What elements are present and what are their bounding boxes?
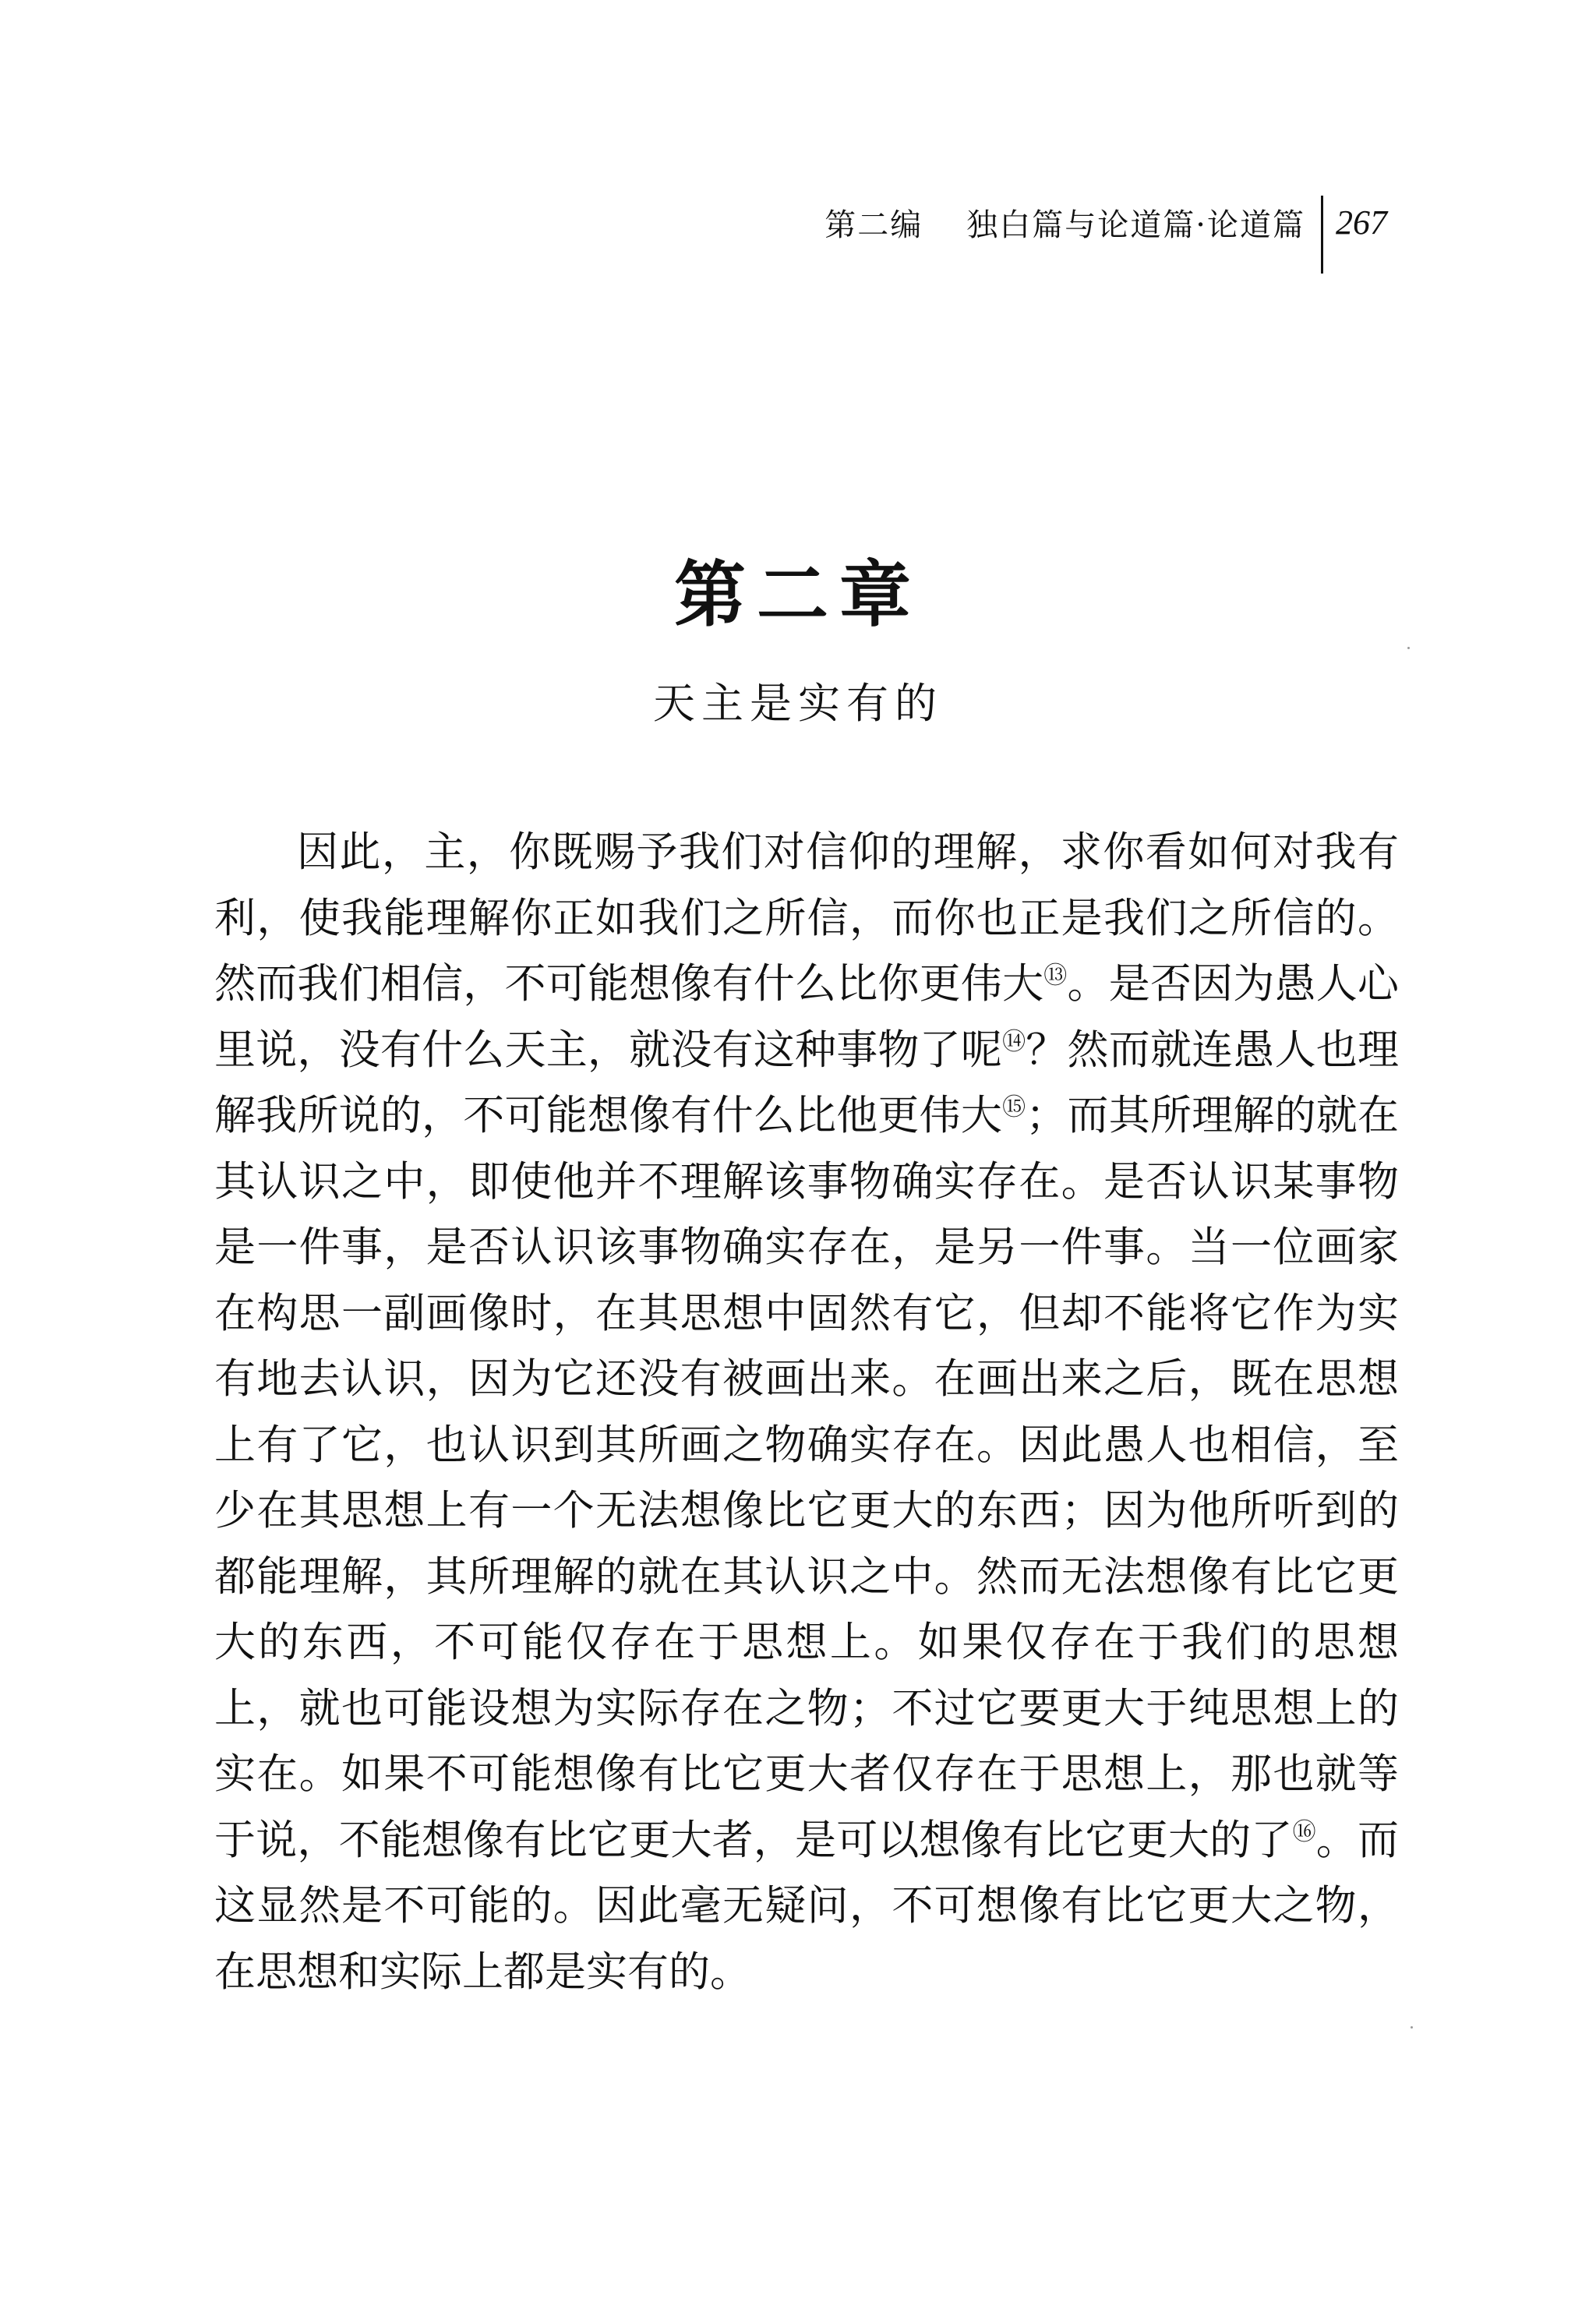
chapter-title: 第二章 [673,553,922,637]
body-text-segment: 。是否因为愚人心里说，没有什么天主，就没有这种事物了呢 [214,960,1400,1074]
body-paragraph [214,820,1399,2005]
footnote-marker[interactable]: ⑮ [1002,1093,1026,1121]
body-text-segment: 。而这显然是不可能的。因此毫无疑问，不可想像有比它更大之物，在思想和实际上都是实有的。 [214,1816,1400,1996]
scan-speck [1407,647,1410,649]
running-head [756,187,1387,257]
running-head-divider [1321,196,1323,274]
scan-speck [1411,2026,1413,2029]
footnote-marker[interactable]: ⑯ [1292,1817,1316,1845]
chapter-subtitle: 天主是实有的 [653,679,943,728]
body-text-segment: ；而其所理解的就在其认识之中，即使他并不理解该事物确实存在。是否认识某事物是一件事，是否认识该事物确实存在，是另一件事。当一位画家在构思一副画像时，在其思想中固然有它，但却不能将它作为实有地去认识，因为它还没有被画出来。在画出来之后，既在思想上有了它，也认识到其所画之物确实存在。因此愚人也相信，至少在其思想上有一个无法想像比它更大的东西；因为他所听到的都能理解，其所理解的就在其认识之中。然而无法想像有比它更大的东西，不可能仅存在于思想上。如果仅存在于我们的思想上，就也可能设想为实际存在之物；不过它要更大于纯思想上的实在。如果不可能想像有比它更大者仅存在于思想上，那也就等于说，不能想像有比它更大者，是可以想像有比它更大的了 [214,1092,1400,1864]
running-head-part: 第二编 [824,207,923,243]
page-number: 267 [1336,203,1387,242]
body-text-segment: ？然而就连愚人也理解我所说的，不可能想像有什么比他更伟大 [214,1026,1400,1139]
footnote-marker[interactable]: ⑬ [1043,962,1068,990]
running-head-section: 独白篇与论道篇·论道篇 [966,207,1305,243]
footnote-marker[interactable]: ⑭ [1002,1027,1026,1055]
body-text-segment: 因此，主，你既赐予我们对信仰的理解，求你看如何对我有利，使我能理解你正如我们之所信，而你也正是我们之所信的。然而我们相信，不可能想像有什么比你更伟大 [214,828,1399,1008]
